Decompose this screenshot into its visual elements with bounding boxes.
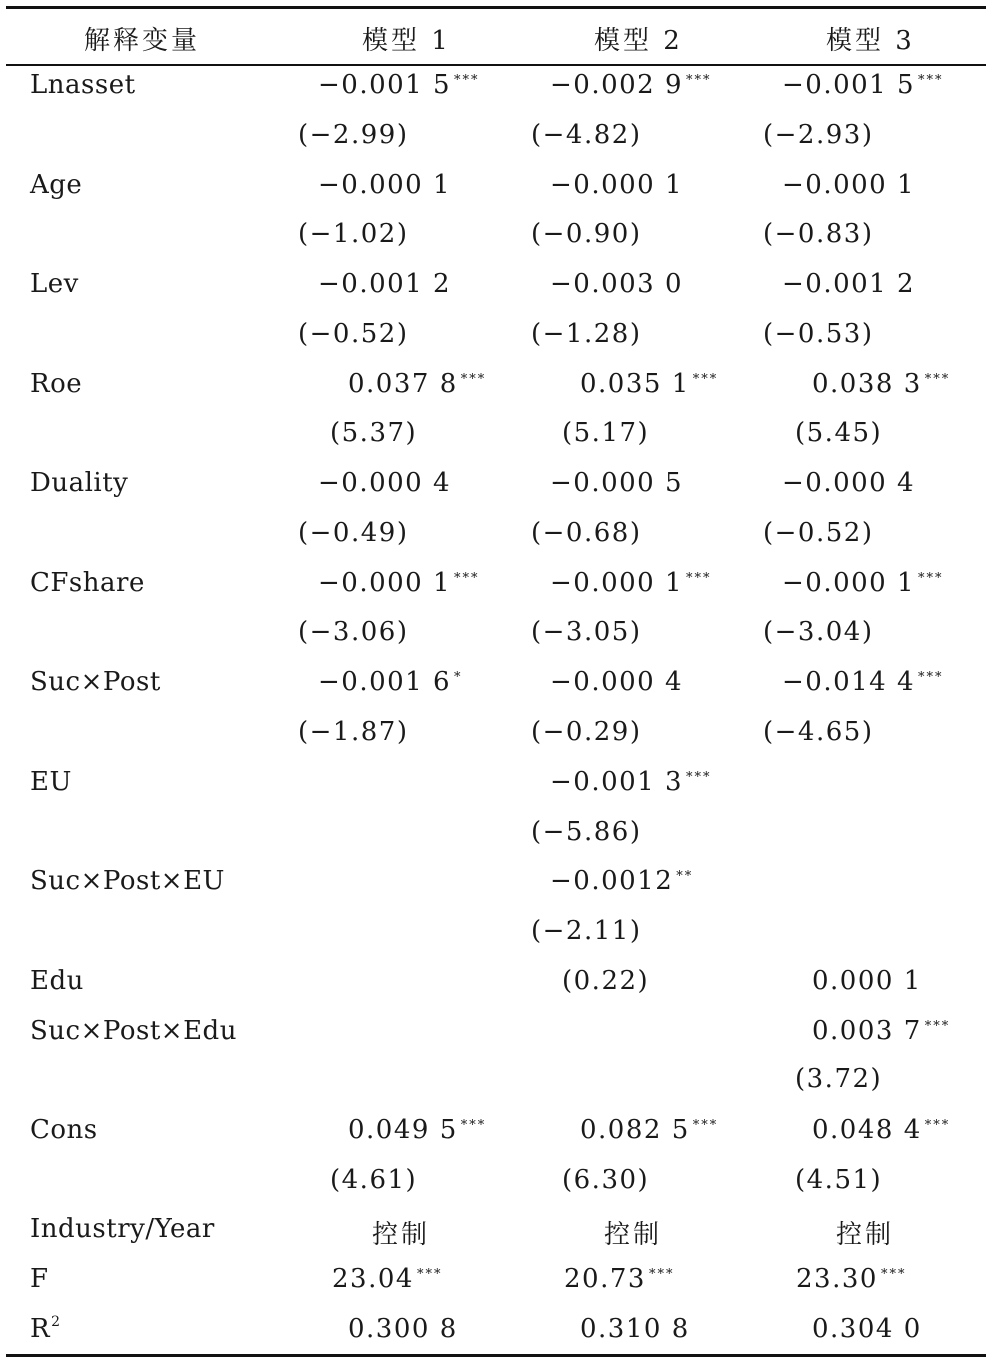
table-row <box>0 617 992 657</box>
model-3-cell <box>763 120 873 150</box>
significance-stars: *** <box>918 571 944 586</box>
row-label: EU <box>30 767 72 797</box>
cell-value: −0.014 4 <box>782 667 916 697</box>
row-label: Lnasset <box>30 70 136 100</box>
table-row <box>0 1214 992 1254</box>
cell-value: −0.002 9 <box>550 70 684 100</box>
header-rule <box>6 64 986 66</box>
table-header <box>0 20 992 56</box>
model-2-cell <box>550 269 683 299</box>
model-3-cell <box>782 269 915 299</box>
table-row <box>0 1016 992 1056</box>
cell-value: −0.000 4 <box>550 667 684 697</box>
model-2-cell <box>550 767 712 797</box>
model-2-cell <box>604 1214 662 1251</box>
table-row <box>0 1115 992 1155</box>
table-row <box>0 966 992 1006</box>
cell-value: (4.51) <box>795 1165 883 1195</box>
cell-value: (−0.52) <box>763 518 874 548</box>
header-model-3: 模型 3 <box>826 26 915 56</box>
row-label: Suc×Post <box>30 667 161 697</box>
model-3-cell <box>763 717 873 747</box>
header-variable: 解释变量 <box>84 26 201 56</box>
model-3-cell <box>782 568 944 598</box>
model-1-cell <box>318 269 451 299</box>
model-2-cell <box>580 1115 718 1145</box>
model-2-cell <box>580 369 718 399</box>
row-label: Lev <box>30 269 79 299</box>
table-row <box>0 170 992 210</box>
model-2-cell <box>550 667 683 697</box>
cell-value: (−0.49) <box>298 518 409 548</box>
model-1-cell <box>330 418 417 448</box>
model-1-cell <box>372 1214 430 1251</box>
row-label: CFshare <box>30 568 145 598</box>
model-2-cell <box>550 468 683 498</box>
row-label: Cons <box>30 1115 98 1145</box>
cell-value: −0.000 1 <box>318 170 452 200</box>
table-row <box>0 916 992 956</box>
cell-value: 控制 <box>372 1220 431 1250</box>
cell-value: (−0.53) <box>763 319 874 349</box>
cell-value: (0.22) <box>562 966 650 996</box>
significance-stars: *** <box>648 1267 675 1282</box>
table-row <box>0 219 992 259</box>
table-row <box>0 468 992 508</box>
table-row <box>0 667 992 707</box>
cell-value: (−2.99) <box>298 120 409 150</box>
model-1-cell <box>348 1115 486 1145</box>
cell-value: (−3.05) <box>531 617 642 647</box>
row-label: Suc×Post×Edu <box>30 1016 237 1046</box>
cell-value: (−1.87) <box>298 717 409 747</box>
cell-value: (4.61) <box>330 1165 418 1195</box>
cell-value: −0.001 5 <box>782 70 916 100</box>
model-2-cell <box>550 170 683 200</box>
cell-value: (−1.28) <box>531 319 642 349</box>
model-2-cell <box>531 617 641 647</box>
significance-stars: *** <box>924 1118 951 1133</box>
row-label: Roe <box>30 369 83 399</box>
row-label: F <box>30 1264 49 1294</box>
cell-value: (3.72) <box>795 1064 883 1094</box>
significance-stars: ** <box>676 869 694 884</box>
model-3-cell <box>836 1214 894 1251</box>
cell-value: 0.003 7 <box>812 1016 922 1046</box>
cell-value: (−0.90) <box>531 219 642 249</box>
model-1-cell <box>348 369 486 399</box>
model-2-cell <box>531 120 641 150</box>
label-superscript: 2 <box>51 1314 61 1330</box>
table-row <box>0 418 992 458</box>
cell-value: (−4.82) <box>531 120 642 150</box>
row-label: $R^2$ <box>30 1314 61 1344</box>
significance-stars: *** <box>416 1267 443 1282</box>
row-label: Edu <box>30 966 84 996</box>
model-3-cell <box>812 369 950 399</box>
cell-value: −0.000 1 <box>782 170 916 200</box>
cell-value: 23.30 <box>796 1264 878 1294</box>
model-3-cell <box>782 170 915 200</box>
cell-value: 0.000 1 <box>812 966 922 996</box>
cell-value: (−3.04) <box>763 617 874 647</box>
model-3-cell <box>763 319 873 349</box>
significance-stars: *** <box>686 770 712 785</box>
cell-value: 20.73 <box>564 1264 646 1294</box>
table-row <box>0 767 992 807</box>
cell-value: (5.17) <box>562 418 650 448</box>
model-1-cell <box>298 617 408 647</box>
cell-value: 控制 <box>604 1220 663 1250</box>
model-3-cell <box>782 468 915 498</box>
table-row <box>0 1064 992 1104</box>
significance-stars: *** <box>460 1118 487 1133</box>
cell-value: −0.000 1 <box>782 568 916 598</box>
significance-stars: *** <box>924 372 951 387</box>
table-row <box>0 817 992 857</box>
model-2-cell <box>550 568 712 598</box>
model-2-cell <box>550 70 712 100</box>
model-1-cell <box>318 70 480 100</box>
model-3-cell <box>763 617 873 647</box>
cell-value: (−2.11) <box>531 916 642 946</box>
model-2-cell <box>550 866 693 896</box>
significance-stars: *** <box>692 372 719 387</box>
cell-value: −0.003 0 <box>550 269 684 299</box>
cell-value: 0.037 8 <box>348 369 458 399</box>
cell-value: 控制 <box>836 1220 895 1250</box>
model-3-cell <box>763 518 873 548</box>
significance-stars: *** <box>454 73 480 88</box>
cell-value: 23.04 <box>332 1264 414 1294</box>
top-rule <box>6 6 986 9</box>
cell-value: (−1.02) <box>298 219 409 249</box>
table-row <box>0 70 992 110</box>
model-3-cell <box>795 1165 882 1195</box>
significance-stars: *** <box>460 372 487 387</box>
model-2-cell <box>531 717 641 747</box>
header-model-1: 模型 1 <box>362 26 451 56</box>
model-3-cell <box>812 1016 950 1046</box>
cell-value: (−0.83) <box>763 219 874 249</box>
cell-value: (6.30) <box>562 1165 650 1195</box>
model-2-cell <box>580 1314 690 1344</box>
model-1-cell <box>298 319 408 349</box>
model-3-cell <box>782 667 944 697</box>
table-row <box>0 568 992 608</box>
model-2-cell <box>562 966 649 996</box>
cell-value: 0.035 1 <box>580 369 690 399</box>
table-row <box>0 319 992 359</box>
model-1-cell <box>348 1314 458 1344</box>
cell-value: 0.048 4 <box>812 1115 922 1145</box>
cell-value: −0.001 5 <box>318 70 452 100</box>
cell-value: (−0.29) <box>531 717 642 747</box>
cell-value: −0.0012 <box>550 866 674 896</box>
cell-value: (5.45) <box>795 418 883 448</box>
table-row <box>0 120 992 160</box>
cell-value: −0.001 3 <box>550 767 684 797</box>
model-1-cell <box>318 568 480 598</box>
model-1-cell <box>298 518 408 548</box>
cell-value: −0.001 6 <box>318 667 452 697</box>
table-row <box>0 269 992 309</box>
model-2-cell <box>531 817 641 847</box>
model-1-cell <box>298 120 408 150</box>
table-row <box>0 518 992 558</box>
significance-stars: *** <box>686 73 712 88</box>
significance-stars: *** <box>924 1019 951 1034</box>
header-model-2: 模型 2 <box>594 26 683 56</box>
model-3-cell <box>812 966 922 996</box>
significance-stars: *** <box>686 571 712 586</box>
model-1-cell <box>318 667 463 697</box>
model-1-cell <box>332 1264 442 1294</box>
significance-stars: *** <box>918 73 944 88</box>
row-label: Age <box>30 170 83 200</box>
cell-value: −0.000 5 <box>550 468 684 498</box>
cell-value: −0.000 1 <box>550 170 684 200</box>
cell-value: (5.37) <box>330 418 418 448</box>
model-3-cell <box>795 418 882 448</box>
model-3-cell <box>812 1115 950 1145</box>
cell-value: (−0.52) <box>298 319 409 349</box>
cell-value: (−2.93) <box>763 120 874 150</box>
model-1-cell <box>298 219 408 249</box>
model-3-cell <box>763 219 873 249</box>
model-2-cell <box>531 518 641 548</box>
cell-value: −0.000 4 <box>318 468 452 498</box>
model-3-cell <box>795 1064 882 1094</box>
cell-value: (−5.86) <box>531 817 642 847</box>
model-1-cell <box>318 468 451 498</box>
row-label: Industry/Year <box>30 1214 215 1244</box>
table-row <box>0 866 992 906</box>
row-label: Duality <box>30 468 129 498</box>
row-label: Suc×Post×EU <box>30 866 225 896</box>
table-row <box>0 369 992 409</box>
model-2-cell <box>562 1165 649 1195</box>
cell-value: −0.001 2 <box>782 269 916 299</box>
table-row <box>0 1264 992 1304</box>
model-2-cell <box>531 219 641 249</box>
model-1-cell <box>298 717 408 747</box>
cell-value: −0.000 1 <box>318 568 452 598</box>
significance-stars: *** <box>454 571 480 586</box>
significance-stars: *** <box>880 1267 907 1282</box>
cell-value: 0.300 8 <box>348 1314 458 1344</box>
cell-value: 0.310 8 <box>580 1314 690 1344</box>
cell-value: (−3.06) <box>298 617 409 647</box>
table-row <box>0 1314 992 1354</box>
model-1-cell <box>318 170 451 200</box>
cell-value: −0.000 4 <box>782 468 916 498</box>
model-1-cell <box>330 1165 417 1195</box>
cell-value: (−0.68) <box>531 518 642 548</box>
model-2-cell <box>531 916 641 946</box>
table-row <box>0 1165 992 1205</box>
cell-value: 0.049 5 <box>348 1115 458 1145</box>
cell-value: (−4.65) <box>763 717 874 747</box>
significance-stars: * <box>454 670 463 685</box>
cell-value: −0.000 1 <box>550 568 684 598</box>
model-3-cell <box>782 70 944 100</box>
significance-stars: *** <box>918 670 944 685</box>
cell-value: −0.001 2 <box>318 269 452 299</box>
significance-stars: *** <box>692 1118 719 1133</box>
model-2-cell <box>564 1264 674 1294</box>
model-2-cell <box>531 319 641 349</box>
cell-value: 0.304 0 <box>812 1314 922 1344</box>
cell-value: 0.082 5 <box>580 1115 690 1145</box>
cell-value: 0.038 3 <box>812 369 922 399</box>
table-row <box>0 717 992 757</box>
model-3-cell <box>796 1264 906 1294</box>
model-3-cell <box>812 1314 922 1344</box>
model-2-cell <box>562 418 649 448</box>
bottom-rule <box>6 1354 986 1357</box>
